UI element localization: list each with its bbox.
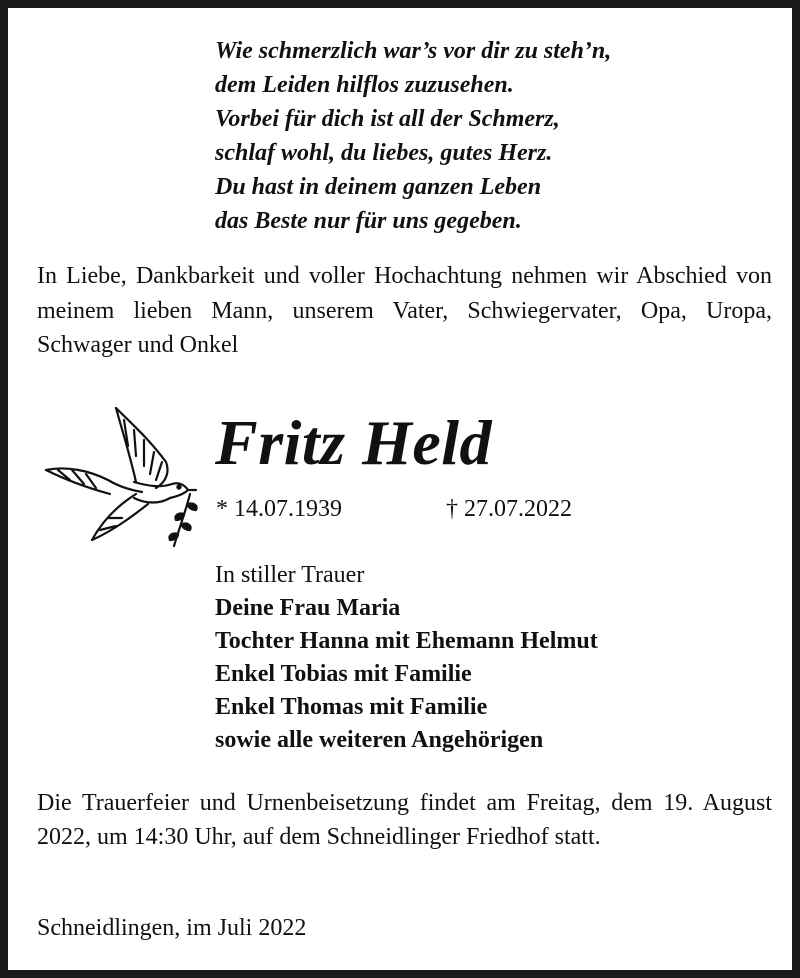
poem-line: schlaf wohl, du liebes, gutes Herz. [215,140,553,166]
poem-line: Vorbei für dich ist all der Schmerz, [215,106,560,132]
poem-line: Du hast in deinem ganzen Leben [215,174,542,200]
poem-line: dem Leiden hilflos zuzusehen. [215,72,514,98]
dove-with-olive-branch-icon [38,400,208,550]
birth-date: * 14.07.1939 [216,496,342,522]
mourning-heading: In stiller Trauer [215,562,365,588]
mourner-line: Deine Frau Maria [215,595,401,621]
poem-line: Wie schmerzlich war’s vor dir zu steh’n, [215,38,612,64]
deceased-name: Fritz Held [215,407,493,478]
place-and-date: Schneidlingen, im Juli 2022 [37,915,307,941]
funeral-service-info: Die Trauerfeier und Urnenbeisetzung findet am Freitag, dem 19. August 2022, um 14:30 Uhr, auf dem Schneidlinger Friedhof statt. [37,790,772,850]
mourner-line: Tochter Hanna mit Ehemann Helmut [215,628,598,654]
mourner-line: Enkel Tobias mit Familie [215,661,472,687]
mourner-line: Enkel Thomas mit Familie [215,694,488,720]
mourners-list [215,559,598,757]
mourner-line: sowie alle weiteren Angehörigen [215,727,544,753]
poem-line: das Beste nur für uns gegeben. [215,208,522,234]
death-date: † 27.07.2022 [446,496,572,522]
intro-paragraph: In Liebe, Dankbarkeit und voller Hochachtung nehmen wir Abschied von meinem lieben Mann, unserem Vater, Schwiegervater, Opa, Uropa, Schwager und Onkel [37,263,772,358]
memorial-poem [215,34,611,238]
